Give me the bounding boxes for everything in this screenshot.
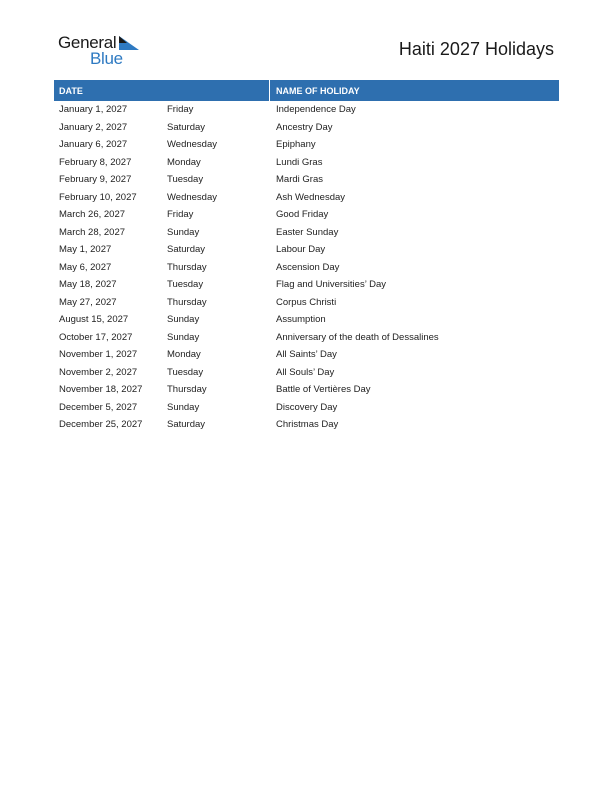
- holiday-date: May 6, 2027: [59, 261, 112, 273]
- holiday-weekday: Tuesday: [167, 174, 204, 186]
- page-title: Haiti 2027 Holidays: [398, 39, 554, 59]
- holiday-date: January 1, 2027: [59, 104, 128, 116]
- holiday-name: Labour Day: [276, 244, 326, 256]
- table-row: [54, 206, 559, 224]
- holiday-date: October 17, 2027: [59, 331, 133, 343]
- holiday-date: November 18, 2027: [59, 384, 143, 396]
- holiday-name: Epiphany: [276, 139, 316, 151]
- holiday-weekday: Thursday: [167, 296, 207, 308]
- holiday-weekday: Sunday: [167, 226, 200, 238]
- holiday-weekday: Sunday: [167, 314, 200, 326]
- column-header-date: DATE: [54, 80, 270, 101]
- holiday-date: January 2, 2027: [59, 121, 128, 133]
- holiday-date: February 8, 2027: [59, 156, 132, 168]
- holiday-name: Ash Wednesday: [276, 191, 346, 203]
- holiday-name: Independence Day: [276, 104, 356, 116]
- table-row: [54, 364, 559, 382]
- holiday-date: November 1, 2027: [59, 349, 138, 361]
- table-row: [54, 119, 559, 137]
- holiday-name: Christmas Day: [276, 419, 339, 431]
- holiday-weekday: Wednesday: [167, 191, 217, 203]
- holiday-date: March 28, 2027: [59, 226, 126, 238]
- holiday-date: January 6, 2027: [59, 139, 128, 151]
- holiday-date: February 10, 2027: [59, 191, 137, 203]
- holiday-date: May 27, 2027: [59, 296, 117, 308]
- logo-triangle-icon: [119, 36, 139, 50]
- table-row: [54, 346, 559, 364]
- holiday-date: December 5, 2027: [59, 401, 138, 413]
- holiday-date: February 9, 2027: [59, 174, 132, 186]
- holiday-name: Discovery Day: [276, 401, 338, 413]
- table-header: [54, 80, 559, 101]
- column-header-holiday: NAME OF HOLIDAY: [276, 85, 360, 96]
- holiday-weekday: Wednesday: [167, 139, 217, 151]
- table-row: [54, 189, 559, 207]
- holiday-name: Anniversary of the death of Dessalines: [276, 331, 439, 343]
- holiday-weekday: Thursday: [167, 384, 207, 396]
- holiday-name: Corpus Christi: [276, 296, 337, 308]
- table-row: [54, 136, 559, 154]
- holiday-weekday: Thursday: [167, 261, 207, 273]
- table-row: [54, 311, 559, 329]
- holiday-date: November 2, 2027: [59, 366, 138, 378]
- table-row: [54, 294, 559, 312]
- holiday-weekday: Friday: [167, 104, 194, 116]
- holiday-name: Battle of Vertières Day: [276, 384, 371, 396]
- holiday-weekday: Tuesday: [167, 366, 204, 378]
- table-row: [54, 329, 559, 347]
- holiday-weekday: Sunday: [167, 401, 200, 413]
- holiday-date: December 25, 2027: [59, 419, 143, 431]
- holiday-weekday: Friday: [167, 209, 194, 221]
- table-row: [54, 224, 559, 242]
- holiday-date: May 1, 2027: [59, 244, 112, 256]
- table-row: [54, 154, 559, 172]
- holiday-name: Easter Sunday: [276, 226, 339, 238]
- holiday-name: Good Friday: [276, 209, 329, 221]
- table-body: [54, 101, 559, 434]
- table-row: [54, 101, 559, 119]
- logo-text-general: General: [58, 33, 117, 52]
- holiday-weekday: Monday: [167, 156, 201, 168]
- holiday-name: Ascension Day: [276, 261, 340, 273]
- table-row: [54, 259, 559, 277]
- holiday-date: August 15, 2027: [59, 314, 129, 326]
- holiday-name: Mardi Gras: [276, 174, 323, 186]
- holiday-name: All Souls’ Day: [276, 366, 335, 378]
- table-row: [54, 381, 559, 399]
- holiday-name: Ancestry Day: [276, 121, 333, 133]
- holiday-name: Flag and Universities’ Day: [276, 279, 386, 291]
- holiday-weekday: Sunday: [167, 331, 200, 343]
- holiday-weekday: Saturday: [167, 121, 206, 133]
- table-row: [54, 399, 559, 417]
- logo-text-blue: Blue: [90, 49, 123, 68]
- table-row: [54, 171, 559, 189]
- table-row: [54, 241, 559, 259]
- holiday-weekday: Saturday: [167, 244, 206, 256]
- holiday-weekday: Monday: [167, 349, 201, 361]
- holiday-name: All Saints’ Day: [276, 349, 337, 361]
- holiday-date: May 18, 2027: [59, 279, 117, 291]
- holiday-weekday: Saturday: [167, 419, 206, 431]
- holiday-weekday: Tuesday: [167, 279, 204, 291]
- holiday-date: March 26, 2027: [59, 209, 126, 221]
- brand-logo: [58, 33, 148, 69]
- holiday-name: Lundi Gras: [276, 156, 323, 168]
- holiday-name: Assumption: [276, 314, 326, 326]
- table-row: [54, 276, 559, 294]
- holiday-table: [54, 80, 559, 434]
- table-row: [54, 416, 559, 434]
